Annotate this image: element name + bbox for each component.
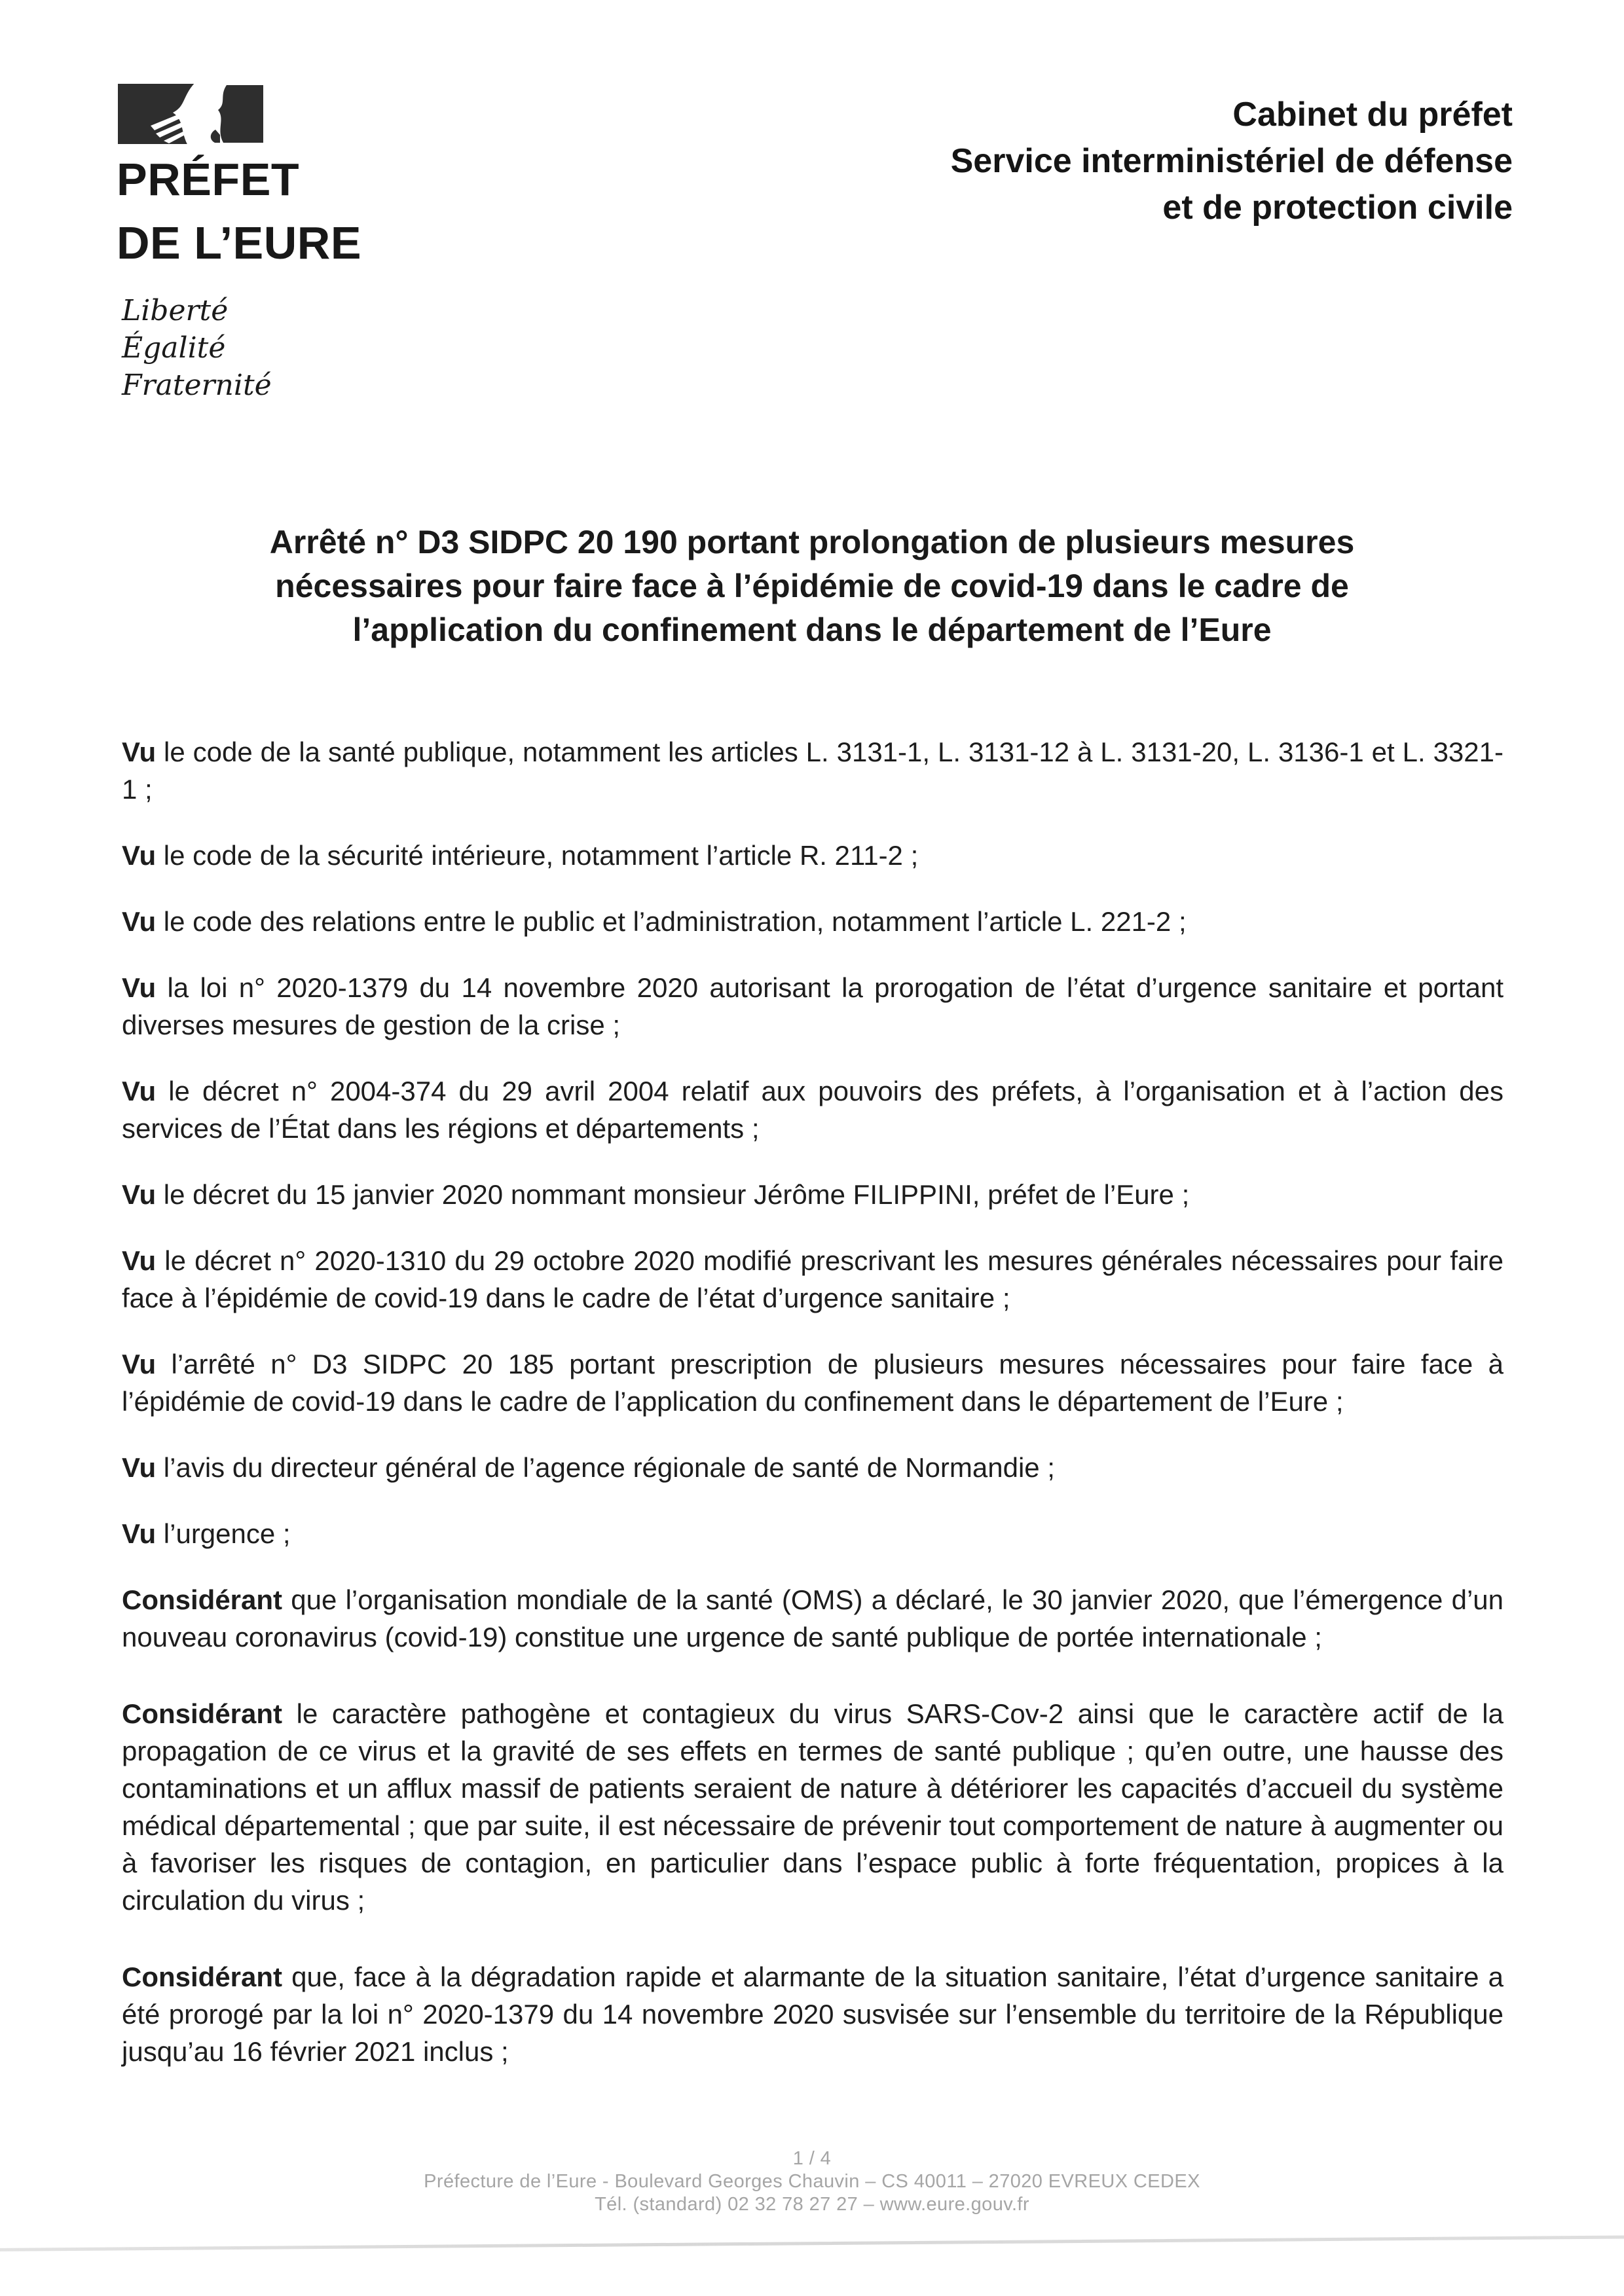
considerant-paragraph — [122, 1695, 1504, 1919]
document-title-line3: l’application du confinement dans le département de l’Eure — [352, 611, 1272, 648]
issuing-service — [951, 92, 1513, 231]
republic-motto — [122, 292, 272, 404]
service-line1: Cabinet du préfet — [1232, 96, 1513, 134]
vu-lead: Vu — [122, 972, 157, 1003]
vu-text: le décret n° 2004-374 du 29 avril 2004 relatif aux pouvoirs des préfets, à l’organisation et à l’action des services de l’État dans les régions et départements ; — [122, 1076, 1504, 1144]
service-line2: Service interministériel de défense — [950, 142, 1513, 180]
vu-lead: Vu — [122, 1179, 157, 1210]
vu-lead: Vu — [122, 840, 157, 871]
vu-text: le code de la santé publique, notamment les articles L. 3131-1, L. 3131-12 à L. 3131-20, L. 3136-1 et L. 3321-1 ; — [122, 737, 1504, 805]
document-title — [157, 520, 1467, 652]
vu-lead: Vu — [122, 1349, 157, 1379]
vu-text: l’arrêté n° D3 SIDPC 20 185 portant prescription de plusieurs mesures nécessaires pour faire face à l’épidémie de covid-19 dans le cadre de l’application du confinement dans le département de l’Eure ; — [122, 1349, 1504, 1417]
page-number: 1 / 4 — [792, 2148, 832, 2169]
vu-lead: Vu — [122, 906, 157, 937]
vu-lead: Vu — [122, 1076, 157, 1106]
vu-paragraph — [122, 733, 1504, 808]
footer-address: Préfecture de l’Eure - Boulevard Georges Chauvin – CS 40011 – 27020 EVREUX CEDEX — [424, 2171, 1200, 2192]
vu-text: le code de la sécurité intérieure, notamment l’article R. 211-2 ; — [156, 840, 919, 871]
document-title-line1: Arrêté n° D3 SIDPC 20 190 portant prolongation de plusieurs mesures — [269, 524, 1355, 560]
vu-text: le décret n° 2020-1310 du 29 octobre 2020 modifié prescrivant les mesures générales nécessaires pour faire face à l’épidémie de covid-19 dans le cadre de l’état d’urgence sanitaire ; — [122, 1245, 1504, 1313]
service-line3: et de protection civile — [1162, 189, 1513, 227]
considerant-paragraph — [122, 1581, 1504, 1656]
vu-lead: Vu — [122, 1452, 157, 1483]
vu-text: l’avis du directeur général de l’agence régionale de santé de Normandie ; — [156, 1452, 1055, 1483]
vu-text: le décret du 15 janvier 2020 nommant monsieur Jérôme FILIPPINI, préfet de l’Eure ; — [156, 1179, 1190, 1210]
vu-text: l’urgence ; — [156, 1518, 291, 1549]
vu-paragraph — [122, 1515, 1504, 1552]
scan-artifact-line — [0, 2235, 1624, 2251]
document-title-line2: nécessaires pour faire face à l’épidémie de covid-19 dans le cadre de — [275, 568, 1349, 604]
vu-paragraph — [122, 837, 1504, 874]
considerant-lead: Considérant — [122, 1698, 283, 1729]
institution-line1: PRÉFET — [117, 154, 300, 205]
vu-paragraph — [122, 1072, 1504, 1147]
vu-paragraph — [122, 903, 1504, 940]
considerant-lead: Considérant — [122, 1584, 283, 1615]
vu-lead: Vu — [122, 737, 157, 767]
considerant-text: que, face à la dégradation rapide et alarmante de la situation sanitaire, l’état d’urgence sanitaire a été prorogé par la loi n° 2020-1379 du 14 novembre 2020 susvisée sur l’ensemble du territoire de la République jusqu’au 16 février 2021 inclus ; — [122, 1961, 1504, 2067]
considerant-paragraph — [122, 1958, 1504, 2070]
page-footer — [0, 2147, 1624, 2216]
vu-text: la loi n° 2020-1379 du 14 novembre 2020 autorisant la prorogation de l’état d’urgence sanitaire et portant diverses mesures de gestion de la crise ; — [122, 972, 1504, 1040]
vu-lead: Vu — [122, 1245, 157, 1276]
motto-line1: Liberté — [122, 294, 229, 327]
considerant-text: le caractère pathogène et contagieux du virus SARS-Cov-2 ainsi que le caractère actif de la propagation de ce virus et la gravité de ses effets en termes de santé publique ; qu’en outre, une hausse des contaminations et un afflux massif de patients seraient de nature à détériorer les capacités d’accueil du système médical départemental ; que par suite, il est nécessaire de prévenir tout comportement de nature à augmenter ou à favoriser les risques de contagion, en particulier dans l’espace public à forte fréquentation, propices à la circulation du virus ; — [122, 1698, 1504, 1916]
vu-paragraph — [122, 969, 1504, 1044]
document-body — [122, 733, 1504, 2109]
footer-phone: Tél. (standard) 02 32 78 27 27 – www.eure.gouv.fr — [595, 2194, 1029, 2215]
vu-paragraph — [122, 1176, 1504, 1213]
motto-line2: Égalité — [122, 331, 226, 365]
considerant-lead: Considérant — [122, 1961, 283, 1992]
vu-paragraph — [122, 1345, 1504, 1420]
institution-line2: DE L’EURE — [117, 217, 362, 268]
institution-name — [117, 148, 361, 275]
motto-line3: Fraternité — [122, 369, 272, 402]
vu-lead: Vu — [122, 1518, 157, 1549]
vu-text: le code des relations entre le public et l’administration, notamment l’article L. 221-2 ; — [156, 906, 1187, 937]
vu-paragraph — [122, 1242, 1504, 1317]
considerant-text: que l’organisation mondiale de la santé (OMS) a déclaré, le 30 janvier 2020, que l’émergence d’un nouveau coronavirus (covid-19) constitue une urgence de santé publique de portée internationale ; — [122, 1584, 1504, 1652]
vu-paragraph — [122, 1449, 1504, 1486]
marianne-logo-icon — [117, 81, 266, 147]
